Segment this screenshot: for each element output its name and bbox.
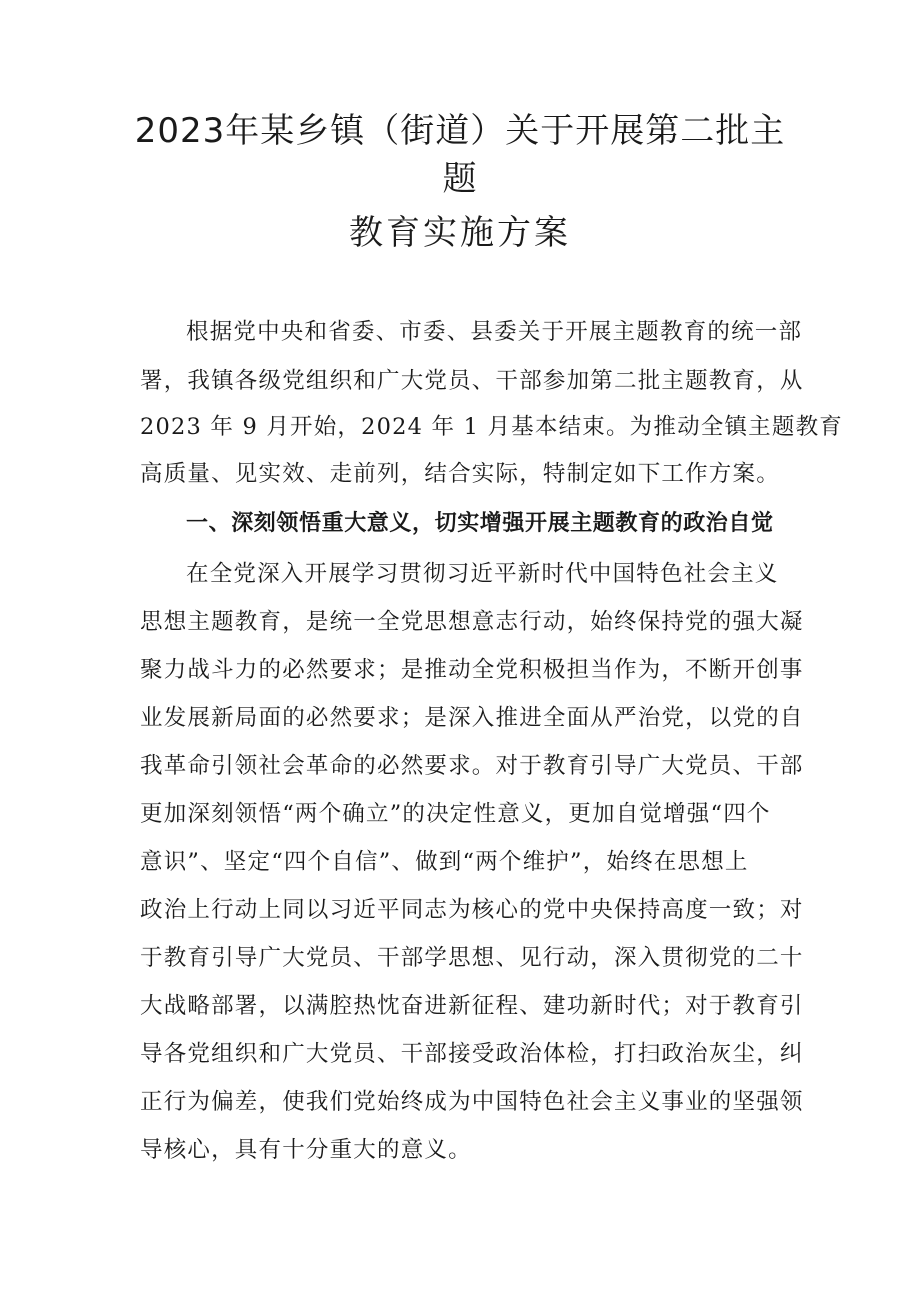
paragraph-line: 意识”、坚定“四个自信”、做到“两个维护”，始终在思想上 (140, 849, 749, 875)
document-title-line-3: 教育实施方案 (349, 213, 571, 253)
paragraph-line: 于教育引导广大党员、干部学思想、见行动，深入贯彻党的二十 (140, 945, 804, 971)
paragraph-line: 正行为偏差，使我们党始终成为中国特色社会主义事业的坚强领 (140, 1089, 804, 1115)
paragraph-line: 政治上行动上同以习近平同志为核心的党中央保持高度一致；对 (140, 897, 804, 923)
paragraph-line: 更加深刻领悟“两个确立”的决定性意义，更加自觉增强“四个 (140, 801, 771, 827)
document-title-line-2: 题 (442, 159, 478, 199)
paragraph-line: 导各党组织和广大党员、干部接受政治体检，打扫政治灰尘，纠 (140, 1041, 804, 1067)
paragraph-line: 导核心，具有十分重大的意义。 (140, 1137, 472, 1163)
paragraph-line: 大战略部署，以满腔热忱奋进新征程、建功新时代；对于教育引 (140, 993, 804, 1019)
paragraph-line: 我革命引领社会革命的必然要求。对于教育引导广大党员、干部 (140, 753, 804, 779)
document-title-line-1: 2023年某乡镇（街道）关于开展第二批主 (134, 111, 786, 151)
paragraph-line: 高质量、见实效、走前列，结合实际，特制定如下工作方案。 (140, 461, 780, 487)
section-heading: 一、深刻领悟重大意义，切实增强开展主题教育的政治自觉 (186, 511, 774, 536)
paragraph-line: 业发展新局面的必然要求；是深入推进全面从严治党，以党的自 (140, 705, 804, 731)
paragraph-line: 聚力战斗力的必然要求；是推动全党积极担当作为，不断开创事 (140, 657, 804, 683)
paragraph-line: 思想主题教育，是统一全党思想意志行动，始终保持党的强大凝 (140, 609, 804, 635)
paragraph-line: 根据党中央和省委、市委、县委关于开展主题教育的统一部 (186, 319, 803, 345)
paragraph-line: 2023 年 9 月开始，2024 年 1 月基本结束。为推动全镇主题教育 (140, 414, 843, 440)
paragraph-line: 在全党深入开展学习贯彻习近平新时代中国特色社会主义 (186, 561, 779, 587)
paragraph-line: 署，我镇各级党组织和广大党员、干部参加第二批主题教育，从 (140, 368, 804, 394)
